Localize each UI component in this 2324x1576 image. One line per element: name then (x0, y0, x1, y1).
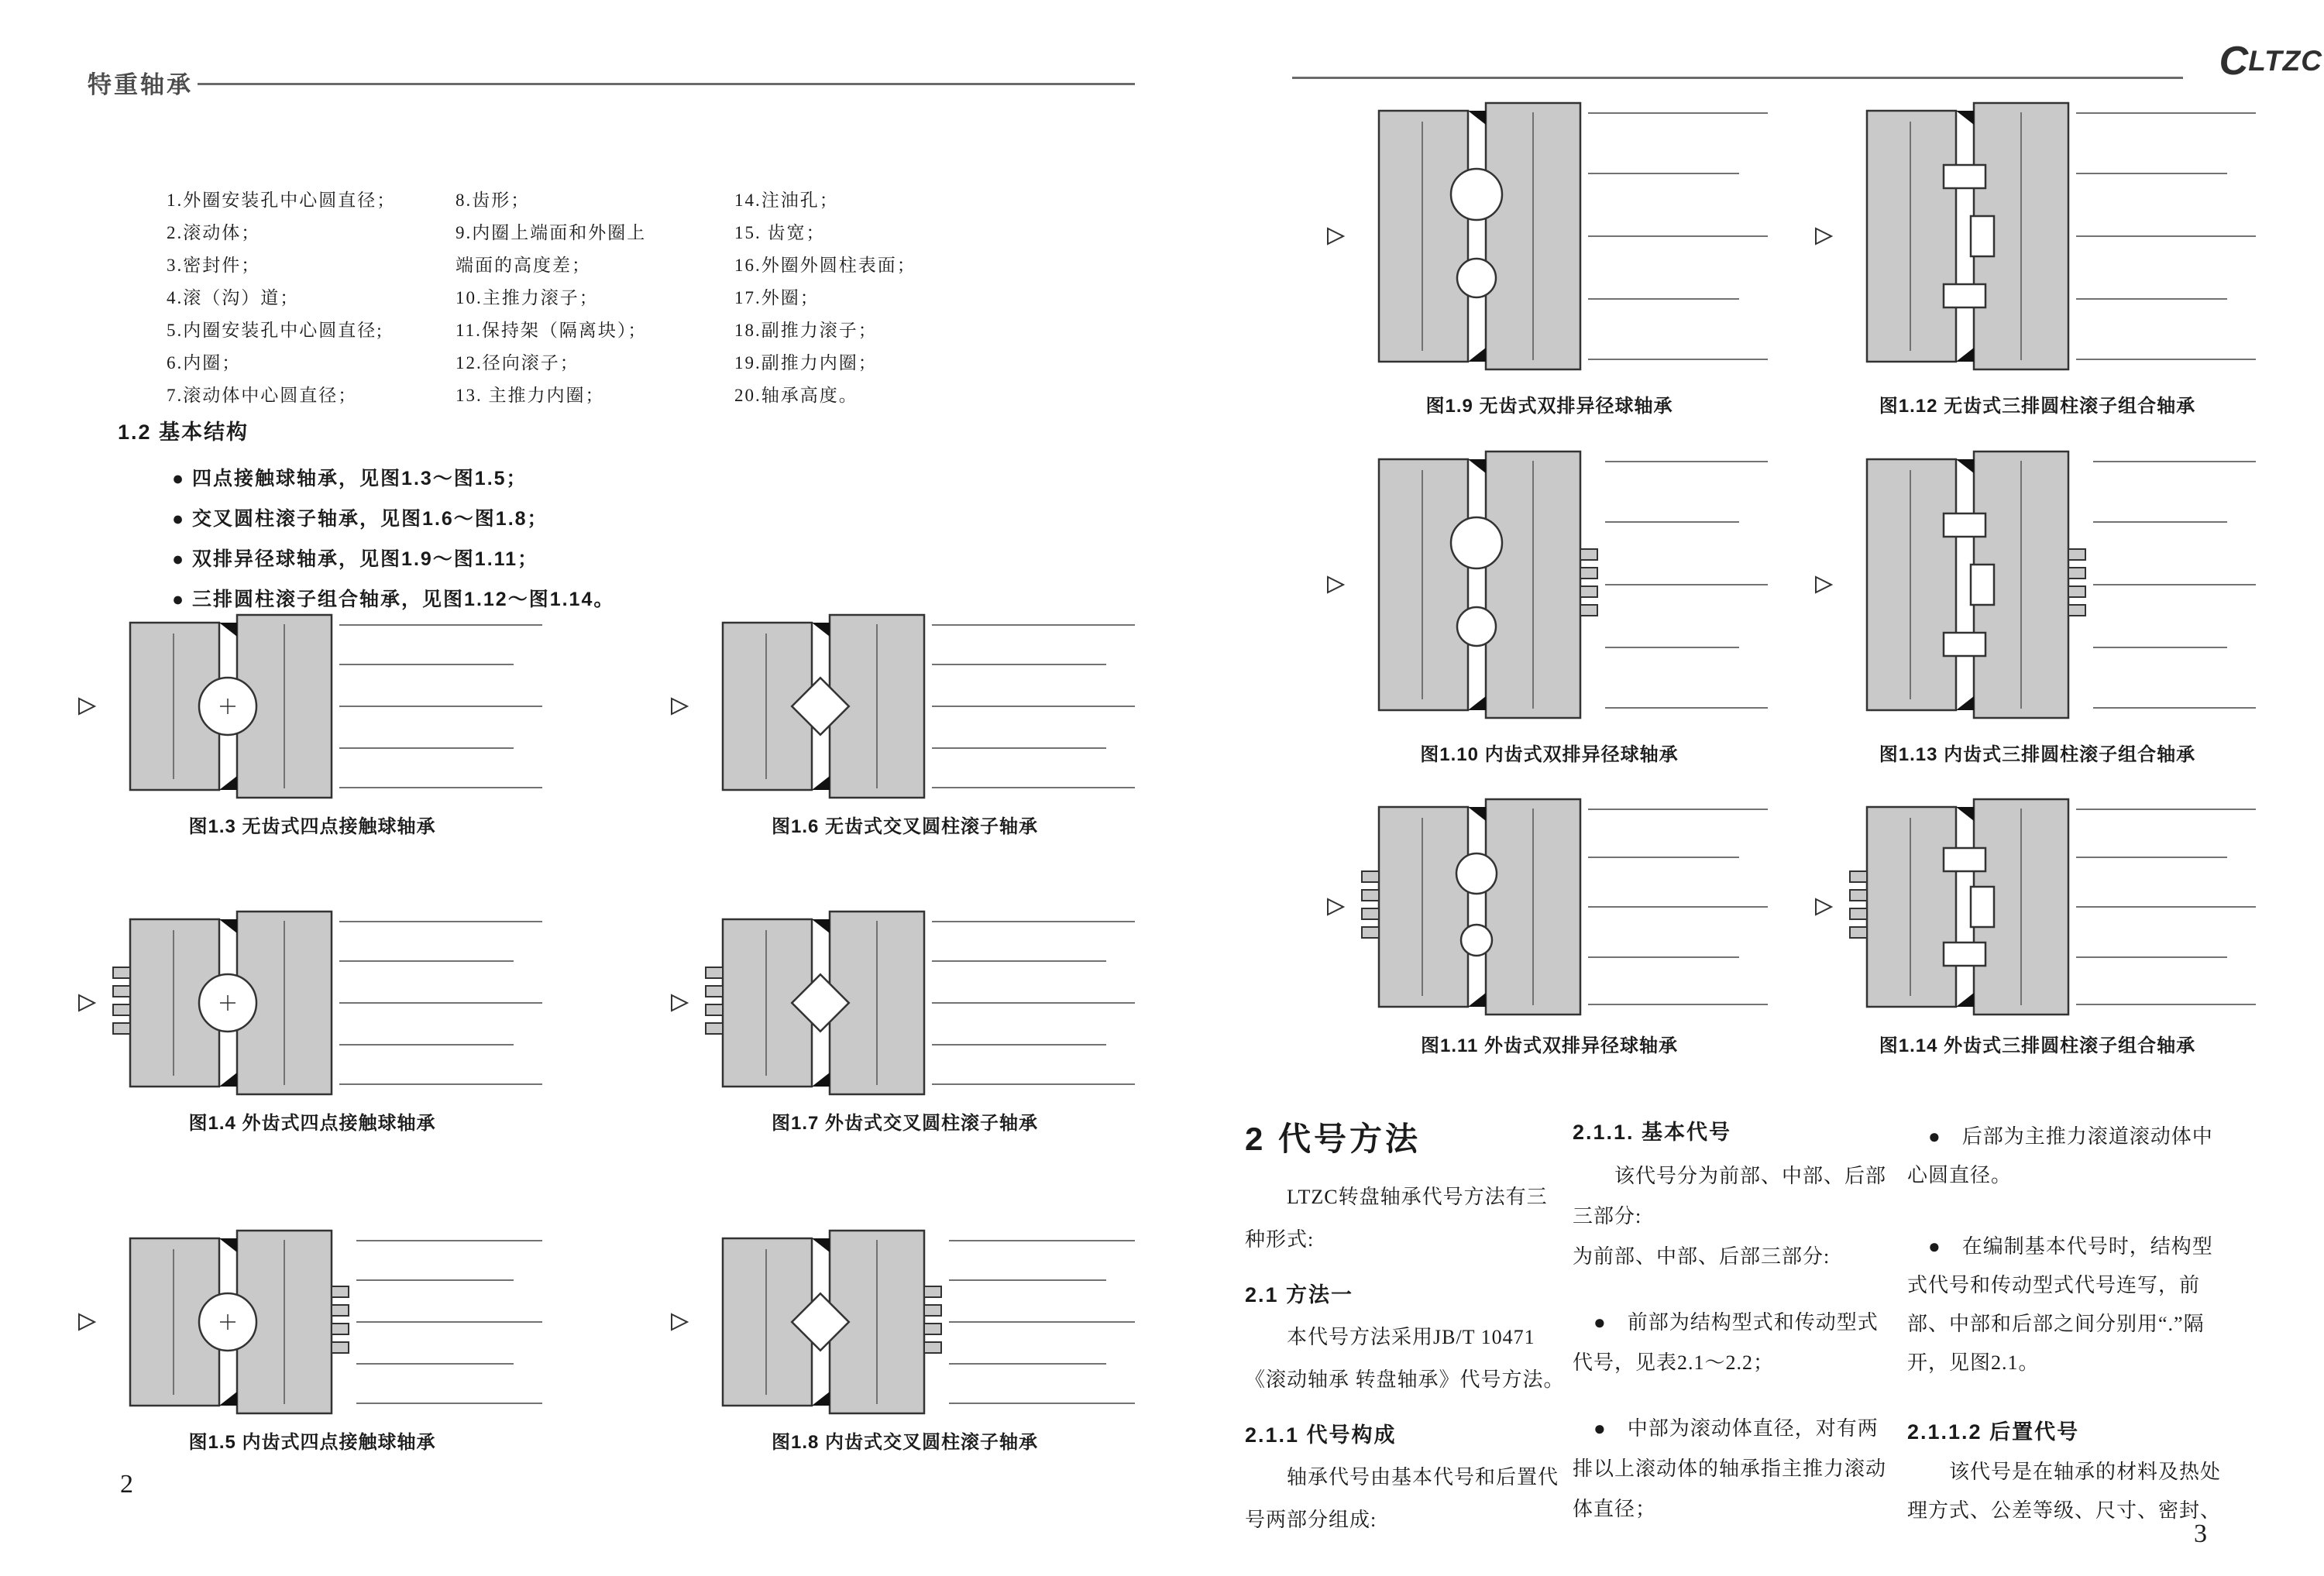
text-line: LTZC转盘轴承代号方法有三 (1245, 1186, 1548, 1208)
text-line: ● 后部为主推力滚道滚动体中 (1907, 1125, 2213, 1148)
bearing-drawing-svg (661, 606, 1149, 806)
figure-caption: 图1.9 无齿式双排异径球轴承 (1425, 396, 1673, 417)
bearing-figure (68, 903, 556, 1135)
text-line: 该代号分为前部、中部、后部 (1573, 1165, 1887, 1187)
section-heading: 2.1 方法一 (1245, 1283, 1354, 1306)
paragraph (1907, 1227, 2271, 1382)
section-2-column-1 (1245, 1114, 1570, 1558)
page-number-left: 2 (120, 1470, 133, 1499)
parts-list-item: 16.外圈外圆柱表面； (734, 256, 916, 275)
parts-list-item: 12.径向滚子； (456, 353, 579, 373)
parts-list-item: 18.副推力滚子； (734, 321, 878, 340)
bearing-drawing-svg (68, 1222, 556, 1422)
bearing-figure (661, 903, 1149, 1135)
paragraph (1907, 1453, 2271, 1530)
figure-caption: 图1.12 无齿式三排圆柱滚子组合轴承 (1879, 396, 2196, 417)
bullet-item: ● 四点接触球轴承，见图1.3～图1.5； (172, 468, 528, 489)
figure-caption: 图1.14 外齿式三排圆柱滚子组合轴承 (1879, 1035, 2196, 1056)
parts-list-item: 17.外圈； (734, 288, 820, 307)
parts-list-item: 2.滚动体； (167, 223, 261, 242)
bearing-drawing-svg (68, 606, 556, 806)
text-line: 为前部、中部、后部三部分: (1573, 1245, 1831, 1268)
paragraph (1245, 1176, 1570, 1261)
figure-caption: 图1.11 外齿式双排异径球轴承 (1420, 1035, 1679, 1056)
figure-caption: 图1.8 内齿式交叉圆柱滚子轴承 (771, 1432, 1039, 1453)
figure-caption: 图1.10 内齿式双排异径球轴承 (1420, 744, 1679, 765)
paragraph (1245, 1316, 1570, 1401)
parts-list-col2 (456, 184, 647, 412)
parts-list-item: 4.滚（沟）道； (167, 288, 300, 307)
text-line: 开，见图2.1。 (1907, 1351, 2040, 1374)
bullet-item: ● 三排圆柱滚子组合轴承，见图1.12～图1.14。 (172, 589, 615, 610)
text-line: 心圆直径。 (1907, 1164, 2013, 1186)
figure-caption: 图1.4 外齿式四点接触球轴承 (188, 1113, 436, 1134)
bearing-figure (1805, 435, 2270, 766)
parts-list-item: 6.内圈； (167, 353, 242, 373)
text-line: 代号，见表2.1～2.2； (1573, 1351, 1775, 1374)
parts-list-item: 11.保持架（隔离块）； (456, 321, 648, 340)
text-line: 理方式、公差等级、尺寸、密封、 (1907, 1499, 2222, 1522)
paragraph (1907, 1118, 2271, 1195)
brand-logo (2191, 37, 2322, 85)
parts-list-item: 8.齿形； (456, 191, 531, 210)
section-1-2-title: 1.2 基本结构 (118, 421, 249, 444)
bearing-figure (68, 1222, 556, 1454)
parts-list-item: 10.主推力滚子； (456, 288, 599, 307)
figure-caption: 图1.5 内齿式四点接触球轴承 (188, 1432, 436, 1453)
bearing-drawing-svg (1317, 87, 1782, 386)
bearing-figure (1317, 435, 1782, 766)
bearing-drawing-svg (1317, 435, 1782, 734)
text-line: 排以上滚动体的轴承指主推力滚动 (1573, 1458, 1887, 1480)
bearing-drawing-svg (1805, 435, 2270, 734)
figure-caption: 图1.7 外齿式交叉圆柱滚子轴承 (771, 1113, 1039, 1134)
text-line: 本代号方法采用JB/T 10471 (1245, 1326, 1535, 1348)
parts-list-item: 14.注油孔； (734, 191, 839, 210)
figure-caption: 图1.6 无齿式交叉圆柱滚子轴承 (771, 816, 1039, 837)
parts-list-col1 (167, 184, 396, 412)
parts-list-item: 9.内圈上端面和外圈上 (456, 223, 647, 242)
bearing-drawing-svg (661, 903, 1149, 1103)
text-line: 该代号是在轴承的材料及热处 (1907, 1461, 2222, 1483)
bearing-drawing-svg (1805, 788, 2270, 1025)
bearing-figure (68, 606, 556, 838)
text-line: 部、中部和后部之间分别用“.”隔 (1907, 1313, 2205, 1335)
bearing-figure (661, 606, 1149, 838)
brand-logo-mark-icon: C (2219, 39, 2249, 84)
figure-caption: 图1.13 内齿式三排圆柱滚子组合轴承 (1879, 744, 2196, 765)
bearing-drawing-svg (661, 1222, 1149, 1422)
paragraph (1245, 1456, 1570, 1541)
paragraph (1573, 1156, 1898, 1277)
parts-list-item: 19.副推力内圈； (734, 353, 878, 373)
brand-logo-text: LTZC (2248, 45, 2322, 77)
parts-list-item: 1.外圈安装孔中心圆直径； (167, 191, 397, 210)
section-heading: 2.1.1. 基本代号 (1573, 1121, 1732, 1144)
text-line: 体直径； (1573, 1498, 1657, 1520)
text-line: 号两部分组成: (1245, 1509, 1377, 1531)
page-number-right: 3 (2194, 1519, 2207, 1548)
bearing-drawing-svg (68, 903, 556, 1103)
section-heading: 2.1.1.2 后置代号 (1907, 1420, 2080, 1444)
bearing-figure (1317, 788, 1782, 1057)
section-2-column-2 (1573, 1115, 1898, 1555)
paragraph (1573, 1303, 1898, 1383)
parts-list-item: 端面的高度差； (456, 256, 591, 275)
parts-list-item: 20.轴承高度。 (734, 386, 858, 405)
bullet-item: ● 交叉圆柱滚子轴承，见图1.6～图1.8； (172, 508, 548, 530)
figure-caption: 图1.3 无齿式四点接触球轴承 (188, 816, 436, 837)
text-line: 式代号和传动型式代号连写，前 (1907, 1274, 2201, 1296)
bearing-drawing-svg (1317, 788, 1782, 1025)
text-line: 种形式: (1245, 1228, 1315, 1251)
section-1-2-bullets (172, 458, 614, 620)
bearing-figure (1805, 788, 2270, 1057)
bearing-figure (1317, 87, 1782, 417)
bullet-item: ● 双排异径球轴承，见图1.9～图1.11； (172, 548, 539, 570)
bearing-figure (661, 1222, 1149, 1454)
bearing-drawing-svg (1805, 87, 2270, 386)
parts-list-item: 3.密封件； (167, 256, 261, 275)
text-line: ● 前部为结构型式和传动型式 (1573, 1311, 1879, 1334)
text-line: 轴承代号由基本代号和后置代 (1245, 1466, 1559, 1488)
text-line: ● 在编制基本代号时，结构型 (1907, 1235, 2213, 1258)
parts-list-item: 5.内圈安装孔中心圆直径; (167, 321, 383, 340)
header-rule-left (198, 83, 1135, 85)
section-heading: 2 代号方法 (1245, 1121, 1422, 1157)
section-2-column-3 (1907, 1118, 2271, 1563)
section-heading: 2.1.1 代号构成 (1245, 1423, 1397, 1447)
bearing-figure (1805, 87, 2270, 417)
header-rule-right (1292, 77, 2183, 79)
parts-list-item: 15. 齿宽； (734, 223, 826, 242)
parts-list-item: 7.滚动体中心圆直径； (167, 386, 358, 405)
page-left-header: 特重轴承 (88, 71, 193, 98)
parts-list-item: 13. 主推力内圈； (456, 386, 605, 405)
text-line: 《滚动轴承 转盘轴承》代号方法。 (1245, 1368, 1565, 1391)
text-line: ● 中部为滚动体直径，对有两 (1573, 1417, 1879, 1440)
parts-list-col3 (734, 184, 916, 412)
text-line: 三部分: (1573, 1205, 1642, 1227)
paragraph (1573, 1409, 1898, 1530)
